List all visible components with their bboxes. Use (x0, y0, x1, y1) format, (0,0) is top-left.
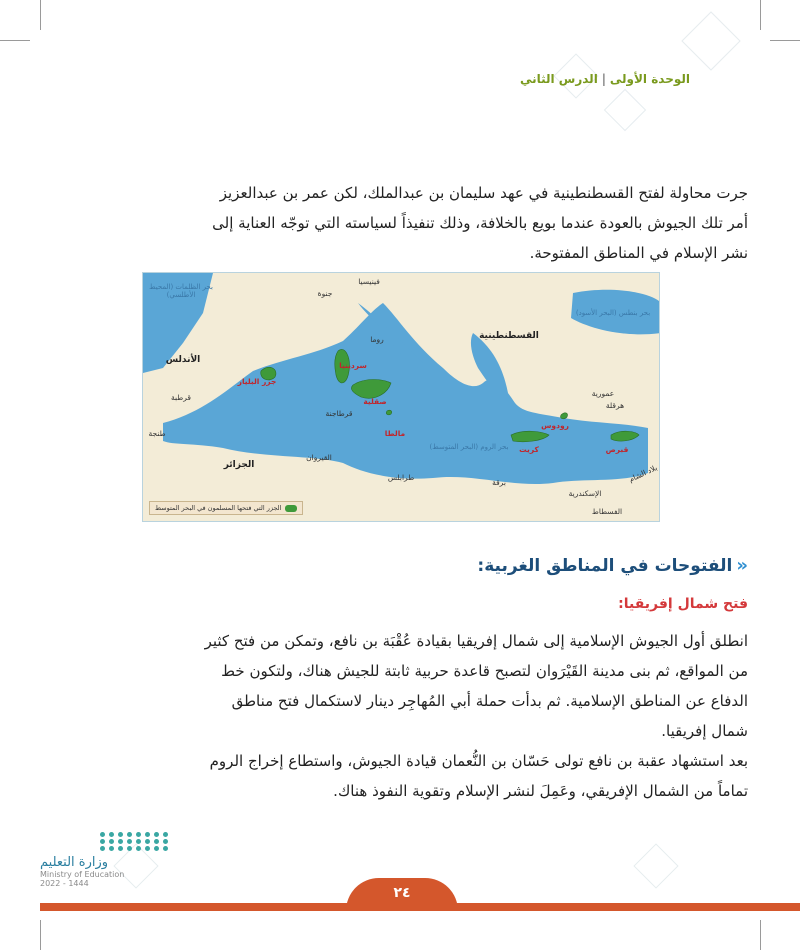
section-title-text: الفتوحات في المناطق الغربية: (477, 555, 733, 576)
map-label-qustantiniya: القسطنطينية (479, 331, 539, 341)
crop-mark (760, 0, 761, 30)
map-label-iskandariya: الإسكندرية (568, 489, 602, 498)
map-label-sardinia: سردينيا (339, 361, 367, 370)
header-separator: | (601, 72, 606, 86)
logo-mark (98, 832, 168, 851)
map-label-jazair: الجزائر (223, 460, 255, 470)
body-line: شمال إفريقيا. (661, 722, 748, 740)
intro-line: نشر الإسلام في المناطق المفتوحة. (529, 244, 748, 262)
map-label-black-sea: بحر بنطس (البحر الأسود) (575, 309, 651, 317)
subsection-title: فتح شمال إفريقيا: (618, 596, 748, 612)
body-paragraph (98, 746, 748, 806)
map-label-cyprus: قبرص (605, 445, 629, 454)
map-legend (149, 501, 303, 515)
body-line: بعد استشهاد عقبة بن نافع تولى حَسّان بن النُّعمان قيادة الجيوش، واستطاع إخراج الروم (209, 752, 748, 770)
map-label-bilad-sham: بلاد الشام (627, 463, 659, 484)
unit-label: الوحدة الأولى (609, 72, 690, 86)
map-label-roma: روما (370, 335, 384, 344)
map-label-qayrawan: القيروان (306, 453, 332, 462)
body-line: انطلق أول الجيوش الإسلامية إلى شمال إفريقيا بقيادة عُقْبَة بن نافع، وتمكن من فتح كثير (204, 632, 748, 650)
body-paragraph (98, 626, 748, 746)
ministry-name-en: Ministry of Education (40, 870, 125, 879)
page-number: ٢٤ (346, 878, 458, 911)
legend-text: الجزر التي فتحها المسلمون في البحر المتوسط (155, 504, 282, 512)
body-line: من المواقع، ثم بنى مدينة القَيْرَوان لتصبح قاعدة حربية ثابتة للجيش هناك، ولتكون خط (221, 662, 748, 680)
section-title (477, 555, 748, 576)
decorative-diamond (604, 89, 646, 131)
running-header (520, 72, 690, 86)
map-label-tanja: طنجة (148, 429, 166, 438)
decorative-diamond (633, 843, 678, 888)
map-label-hiraqla: هرقلة (605, 401, 625, 410)
map-label-qurtuba: قرطبة (171, 393, 191, 402)
map-label-crete: كريت (519, 445, 539, 454)
map-label-sicily: صقلية (363, 397, 387, 406)
body-line: الدفاع عن المناطق الإسلامية. ثم بدأت حملة أبي المُهاجِر دينار لاستكمال فتح مناطق (231, 692, 748, 710)
crop-mark (760, 920, 761, 950)
map-label-fustat: الفسطاط (591, 507, 623, 516)
map-label-baleares: جزر البليار (237, 377, 277, 386)
intro-line: أمر تلك الجيوش بالعودة عندما بويع بالخلافة، وذلك تنفيذاً لسياسته التي توجّه العناية إلى (212, 214, 748, 232)
map-label-malta: مالطا (384, 429, 406, 438)
body-line: تماماً من الشمال الإفريقي، وعَمِلَ لنشر الإسلام وتقوية النفوذ هناك. (333, 782, 748, 800)
edition-year: 2022 - 1444 (40, 879, 89, 888)
double-chevron-icon: « (736, 555, 748, 576)
decorative-diamond (681, 11, 740, 70)
map-label-qartajanna: قرطاجنة (325, 409, 353, 418)
intro-line: جرت محاولة لفتح القسطنطينية في عهد سليمان بن عبدالملك، لكن عمر بن عبدالعزيز (219, 184, 748, 202)
ministry-name-ar: وزارة التعليم (40, 855, 109, 870)
ministry-logo (40, 832, 168, 888)
crop-mark (0, 40, 30, 41)
map-label-mediterranean: بحر الروم (البحر المتوسط) (429, 443, 509, 451)
crop-mark (40, 0, 41, 30)
map-label-tarabulus: طرابلس (387, 473, 415, 482)
map-label-andalus: الأندلس (165, 355, 201, 365)
map-label-rhodes: رودوس (541, 421, 569, 430)
intro-paragraph (98, 178, 748, 268)
map-label-genoa: جنوة (317, 289, 333, 298)
map-label-barqa: برقة (492, 478, 506, 487)
legend-swatch (285, 505, 297, 512)
crop-mark (40, 920, 41, 950)
lesson-label: الدرس الثاني (519, 72, 598, 86)
crop-mark (770, 40, 800, 41)
map-label-ammuriya: عمورية (591, 389, 615, 398)
mediterranean-map (142, 272, 660, 522)
map-label-venice: فينيسيا (358, 277, 380, 286)
map-label-atlantic: بحر الظلمات (المحيط الأطلسي) (149, 283, 213, 299)
